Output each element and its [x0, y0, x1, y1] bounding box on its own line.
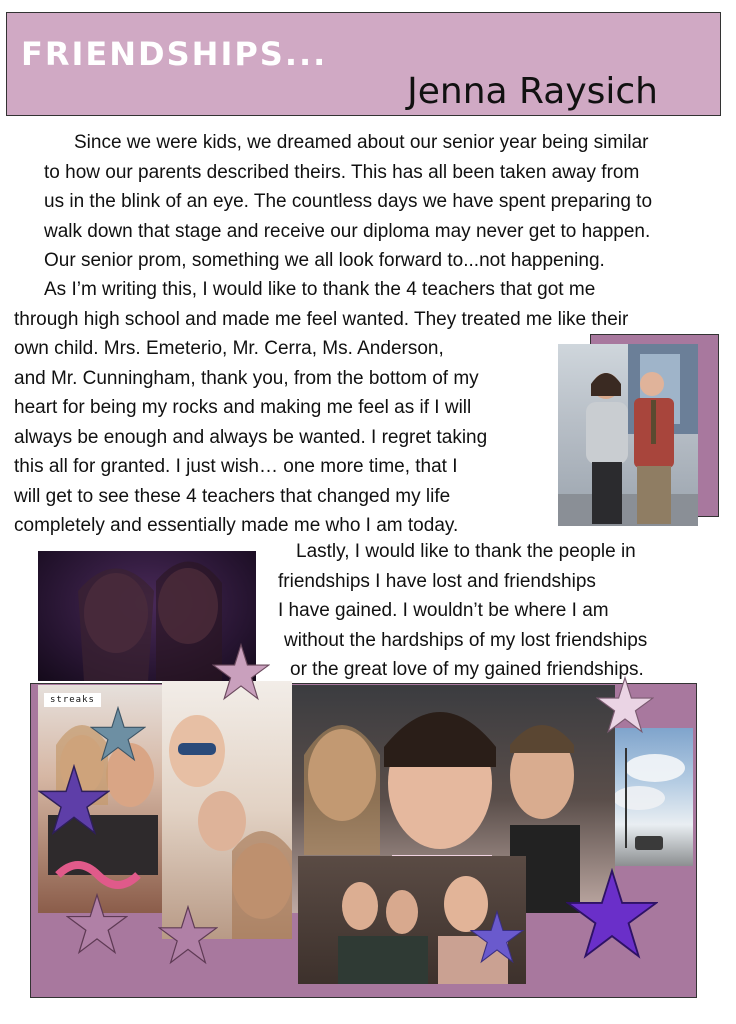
- text-line: through high school and made me feel wanted. They treated me like their: [14, 308, 629, 330]
- star-icon: [66, 893, 128, 955]
- paragraph-friendships: [278, 537, 718, 685]
- group-selfie-photo: [162, 681, 292, 939]
- group-selfie-art: [162, 681, 292, 939]
- text-line: Our senior prom, something we all look forward to...not happening.: [44, 250, 605, 271]
- page-title: FRIENDSHIPS...: [21, 35, 328, 73]
- paragraph-teachers: [14, 334, 549, 541]
- star-icon: [158, 905, 218, 965]
- star-icon: [90, 706, 146, 762]
- teacher-photo-art: [558, 344, 698, 526]
- streaks-label: streaks: [44, 693, 101, 707]
- text-line: us in the blink of an eye. The countless days we have spent preparing to: [44, 191, 653, 212]
- text-line: without the hardships of my lost friendships: [284, 629, 648, 651]
- text-line: friendships I have lost and friendships: [278, 570, 596, 592]
- title-banner: [6, 12, 721, 116]
- text-line: or the great love of my gained friendships.: [290, 659, 644, 680]
- teacher-photo: [558, 344, 698, 526]
- text-line: will get to see these 4 teachers that changed my life: [14, 485, 451, 507]
- text-line: Since we were kids, we dreamed about our senior year being similar: [74, 132, 649, 153]
- text-line: own child. Mrs. Emeterio, Mr. Cerra, Ms. Anderson,: [14, 338, 444, 359]
- sky-photo-art: [615, 728, 693, 866]
- star-icon: [38, 764, 110, 836]
- text-line: and Mr. Cunningham, thank you, from the bottom of my: [14, 367, 479, 389]
- text-line: always be enough and always be wanted. I regret taking: [14, 426, 488, 448]
- text-line: this all for granted. I just wish… one more time, that I: [14, 456, 458, 477]
- text-line: completely and essentially made me who I am today.: [14, 515, 459, 536]
- text-line: walk down that stage and receive our diploma may never get to happen.: [44, 220, 651, 242]
- paragraph-teachers-intro: [14, 275, 726, 334]
- paragraph-senior-year: [14, 128, 726, 276]
- star-icon: [596, 676, 654, 734]
- author-name: Jenna Raysich: [407, 71, 658, 112]
- text-line: As I’m writing this, I would like to thank the 4 teachers that got me: [44, 279, 596, 300]
- star-icon: [566, 868, 658, 960]
- text-line: to how our parents described theirs. This has all been taken away from: [44, 161, 640, 183]
- text-line: Lastly, I would like to thank the people in: [296, 541, 636, 562]
- sky-photo: [615, 728, 693, 866]
- text-line: I have gained. I wouldn’t be where I am: [278, 600, 609, 621]
- star-icon: [212, 643, 270, 701]
- star-icon: [470, 910, 524, 964]
- text-line: heart for being my rocks and making me feel as if I will: [14, 397, 472, 418]
